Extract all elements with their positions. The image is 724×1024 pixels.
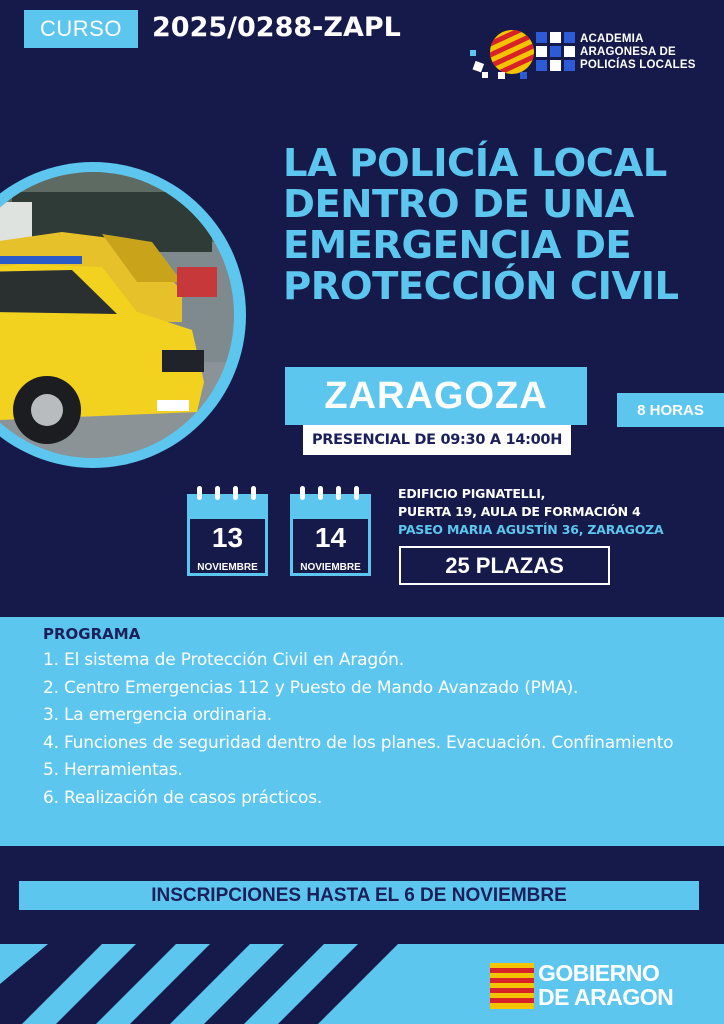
schedule-label: PRESENCIAL DE 09:30 A 14:00H	[303, 425, 571, 455]
programa-item: 5. Herramientas.	[43, 760, 183, 780]
programa-item: 4. Funciones de seguridad dentro de los planes. Evacuación. Confinamiento	[43, 732, 674, 753]
calendar-day: 14	[314, 522, 347, 553]
course-code: 2025/0288-ZAPL	[152, 12, 401, 43]
course-title: LA POLICÍA LOCAL DENTRO DE UNA EMERGENCIA DE PROTECCIÓN CIVIL	[283, 141, 679, 309]
academy-name: ACADEMIA ARAGONESA DE POLICÍAS LOCALES	[580, 33, 696, 71]
programa-item: 1. El sistema de Protección Civil en Aragón.	[43, 650, 404, 670]
programa-item: 3. La emergencia ordinaria.	[43, 705, 272, 725]
date-calendar-13	[187, 486, 268, 578]
programa-title: PROGRAMA	[43, 625, 141, 643]
programa-item: 2. Centro Emergencias 112 y Puesto de Mando Avanzado (PMA).	[43, 677, 579, 698]
plazas-badge: 25 PLAZAS	[399, 546, 610, 585]
calendar-month: NOVIEMBRE	[197, 562, 258, 573]
academy-logo-icon	[468, 30, 576, 82]
city-label: ZARAGOZA	[285, 367, 587, 425]
programa-section	[0, 617, 724, 846]
aragon-flag-icon	[490, 963, 534, 1009]
calendar-month: NOVIEMBRE	[300, 562, 361, 573]
inscription-deadline: INSCRIPCIONES HASTA EL 6 DE NOVIEMBRE	[19, 881, 699, 910]
hours-badge: 8 HORAS	[617, 393, 724, 427]
venue-address: EDIFICIO PIGNATELLI, PUERTA 19, AULA DE FORMACIÓN 4 PASEO MARIA AGUSTÍN 36, ZARAGOZA	[398, 486, 664, 537]
curso-label: CURSO	[24, 10, 138, 48]
programa-item: 6. Realización de casos prácticos.	[43, 787, 323, 808]
government-logo-text: GOBIERNO DE ARAGON	[538, 960, 674, 1010]
calendar-day: 13	[211, 522, 244, 553]
date-calendar-14	[290, 486, 371, 578]
